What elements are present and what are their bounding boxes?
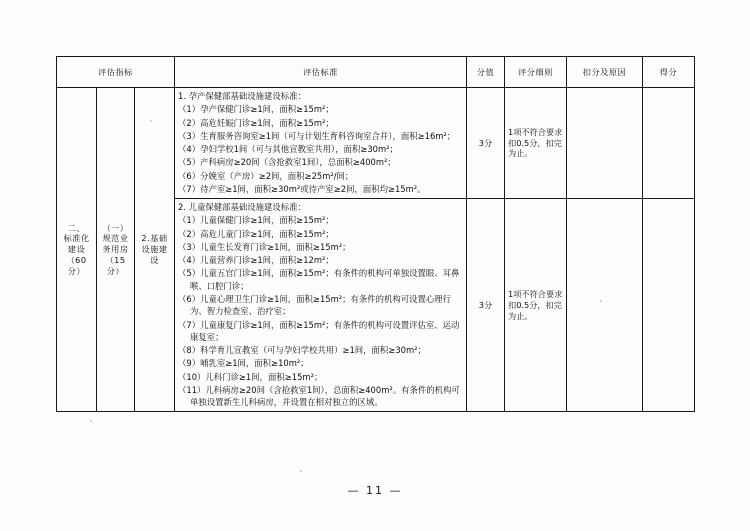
criteria-line: （7）待产室≥1间，面积≥30m²或待产室≥2间，面积均≥15m²。 (178, 183, 426, 194)
category-index-line-2: 标准化 (63, 233, 90, 244)
cell-obtained-score-1[interactable] (643, 88, 695, 199)
criteria-line: （2）高危儿童门诊≥1间，面积≥15m²； (178, 228, 334, 239)
cell-score-1: 3分 (467, 88, 505, 199)
cell-criteria-1 (175, 88, 467, 199)
header-score-value: 分值 (467, 57, 505, 88)
cell-category-index (57, 88, 97, 412)
criteria-line: （7）儿童康复门诊≥1间，面积≥15m²；有条件的机构可设置评估室、运动康复室； (178, 319, 460, 342)
criteria-line: （1）儿童保健门诊≥1间，面积≥15m²； (178, 215, 334, 226)
cell-obtained-score-2[interactable] (643, 199, 695, 412)
header-evaluation-index: 评估指标 (57, 57, 175, 88)
subcategory-line-3: 务用房 (102, 244, 129, 255)
cell-subcategory (97, 88, 135, 412)
subcategory-line-2: 规范业 (102, 233, 129, 244)
criteria-line: （1）孕产保健门诊≥1间，面积≥15m²； (178, 104, 334, 115)
page-number: — 11 — (347, 484, 403, 497)
criteria-line: （3）生育服务咨询室≥1间（可与计划生育科咨询室合并），面积≥16m²； (178, 130, 456, 141)
criteria-line: （6）分娩室（产房）≥2间，面积≥25m²/间； (178, 170, 354, 181)
header-obtained-score: 得分 (643, 57, 695, 88)
header-scoring-rules: 评分细则 (505, 57, 567, 88)
table-row (57, 88, 695, 199)
category-index-line-4: （60分） (66, 255, 87, 276)
criteria-line: 1. 孕产保健部基础设施建设标准： (178, 91, 306, 101)
evaluation-table (56, 56, 695, 412)
subcategory-line-5: 分） (106, 265, 125, 276)
cell-score-2: 3分 (467, 199, 505, 412)
criteria-line: 2. 儿童保健部基础设施建设标准： (178, 202, 306, 213)
cell-criteria-2 (175, 199, 467, 412)
cell-scoring-rule-2: 1项不符合要求扣0.5分，扣完为止。 (505, 199, 567, 412)
header-evaluation-standard: 评估标准 (175, 57, 467, 88)
category-index-line-1: 二、 (67, 222, 86, 233)
criteria-line: （6）儿童心理卫生门诊≥1间，面积≥15m²；有条件的机构可设置心理行为、智力检查室、治疗室； (178, 293, 451, 317)
criteria-line: （4）孕妇学校1间（可与其他宣教室共用），面积≥30m²； (178, 144, 398, 155)
cell-scoring-rule-1: 1项不符合要求扣0.5分，扣完为止。 (505, 88, 567, 199)
criteria-line: （10）儿科门诊≥1间，面积≥15m²； (178, 371, 323, 382)
cell-item-name: 2.基础设施建设 (135, 88, 175, 412)
evaluation-table-wrapper (56, 56, 694, 412)
cell-deduction-reason-2[interactable] (567, 199, 643, 412)
subcategory-line-1: （一） (102, 222, 129, 233)
criteria-line: （4）儿童营养门诊≥1间，面积≥12m²； (178, 255, 334, 266)
criteria-line: （11）儿科病房≥20间（含抢救室1间），总面积≥400m²。有条件的机构可单独设置新生儿科病房，并设置在相对独立的区域。 (178, 384, 460, 408)
criteria-line: （9）哺乳室≥1间，面积≥10m²； (178, 358, 309, 369)
cell-deduction-reason-1[interactable] (567, 88, 643, 199)
category-index-line-3: 建设 (67, 244, 86, 255)
criteria-line: （5）儿童五官门诊≥1间，面积≥15m²；有条件的机构可单独设置眼、耳鼻喉、口腔门诊； (178, 268, 460, 291)
criteria-line: （5）产科病房≥20间（含抢救室1间），总面积≥400m²； (178, 157, 396, 168)
table-header-row (57, 57, 695, 88)
criteria-line: （2）高危妊娠门诊≥1间，面积≥15m²； (178, 117, 334, 128)
criteria-line: （8）科学育儿宣教室（可与孕妇学校共用）≥1间，面积≥30m²； (178, 345, 426, 356)
subcategory-line-4: （15 (105, 255, 126, 266)
criteria-line: （3）儿童生长发育门诊≥1间，面积≥15m²； (178, 241, 351, 252)
header-deduction-reason: 扣分及原因 (567, 57, 643, 88)
